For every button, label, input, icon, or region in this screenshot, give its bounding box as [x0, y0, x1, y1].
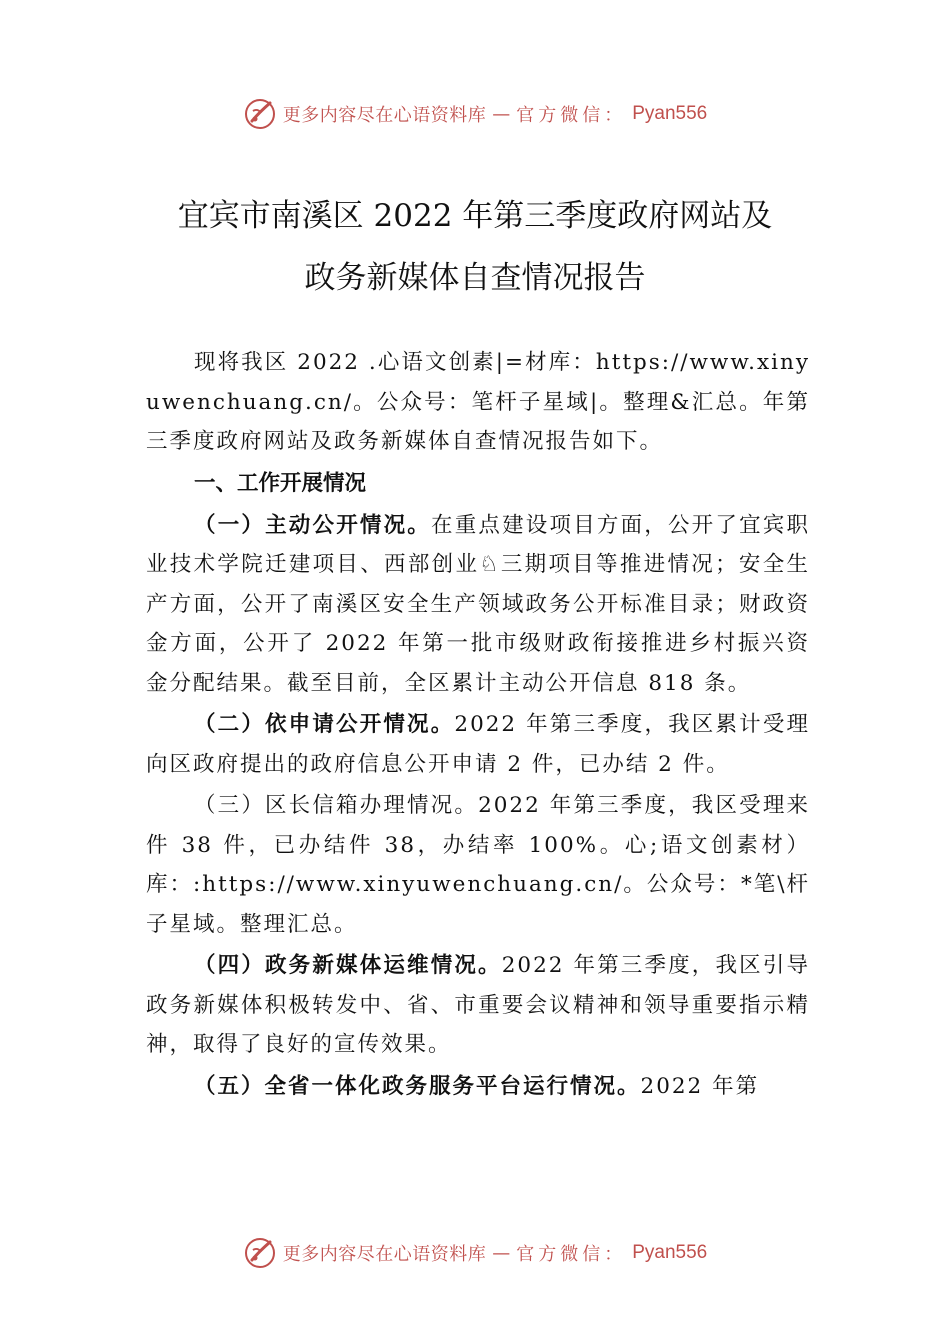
paragraph-lead: （四）政务新媒体运维情况。	[194, 953, 502, 978]
watermark-wechat-id: Pyan556	[632, 103, 708, 124]
paragraph-text: 在重点建设项目方面，公开了宜宾职业技术学院迁建项目、西部创业♘三期项目等推进情况；安全生产方面，公开了南溪区安全生产领域政务公开标准目录；财政资金方面，公开了 2022 年第一批市级财政衔接推进乡村振兴资金分配结果。截至目前，全区累计主动公开信息 818 条。	[146, 512, 810, 696]
intro-paragraph: 现将我区 2022 .心语文创素|=材库：https://www.xinyuwenchuang.cn/。公众号：笔杆子星域|。整理&汇总。年第三季度政府网站及政务新媒体自查情况报告如下。	[146, 350, 810, 454]
paragraph-item-4	[146, 946, 810, 1065]
brush-logo-icon	[243, 97, 277, 131]
header-watermark	[0, 94, 950, 134]
document-title-line2: 政务新媒体自查情况报告	[304, 260, 646, 296]
paragraph-text: 2022 年第三季度，我区受理来件 38 件，已办结件 38，办结率 100%。心;语文创素材）库：:https://www.xinyuwenchuang.cn/。公众号：*笔\杆子星域。整理汇总。	[146, 793, 810, 937]
paragraph-text: 2022 年第三季度，我区引导政务新媒体积极转发中、省、市重要会议精神和领导重要指示精神，取得了良好的宣传效果。	[146, 953, 810, 1057]
paragraph-item-3	[146, 786, 810, 944]
paragraph-lead: （五）全省一体化政务服务平台运行情况。	[194, 1073, 641, 1099]
document-title-line1: 宜宾市南溪区 2022 年第三季度政府网站及	[177, 198, 773, 234]
watermark-dash: —	[492, 1242, 511, 1264]
paragraph-item-1	[146, 506, 810, 704]
watermark-main-text: 更多内容尽在心语资料库	[282, 1244, 487, 1265]
watermark-sub-text: 官方微信：	[516, 105, 627, 126]
paragraph-lead: （一）主动公开情况。	[194, 512, 431, 538]
section-heading: 一、工作开展情况	[194, 470, 367, 496]
paragraph-text: 2022 年第	[640, 1073, 760, 1099]
watermark-wechat-id: Pyan556	[632, 1242, 708, 1263]
paragraph-text: 2022 年第三季度，我区累计受理向区政府提出的政府信息公开申请 2 件，已办结 2 件。	[146, 712, 810, 777]
watermark-sub-text: 官方微信：	[516, 1244, 627, 1265]
document-body	[146, 343, 810, 1108]
paragraph-lead: （三）区长信箱办理情况。	[194, 793, 479, 818]
watermark-main-text: 更多内容尽在心语资料库	[282, 105, 487, 126]
brush-logo-icon	[243, 1236, 277, 1270]
footer-watermark	[0, 1233, 950, 1273]
paragraph-lead: （二）依申请公开情况。	[194, 712, 455, 737]
watermark-dash: —	[492, 103, 511, 125]
paragraph-item-2	[146, 705, 810, 784]
paragraph-item-5	[146, 1067, 810, 1107]
